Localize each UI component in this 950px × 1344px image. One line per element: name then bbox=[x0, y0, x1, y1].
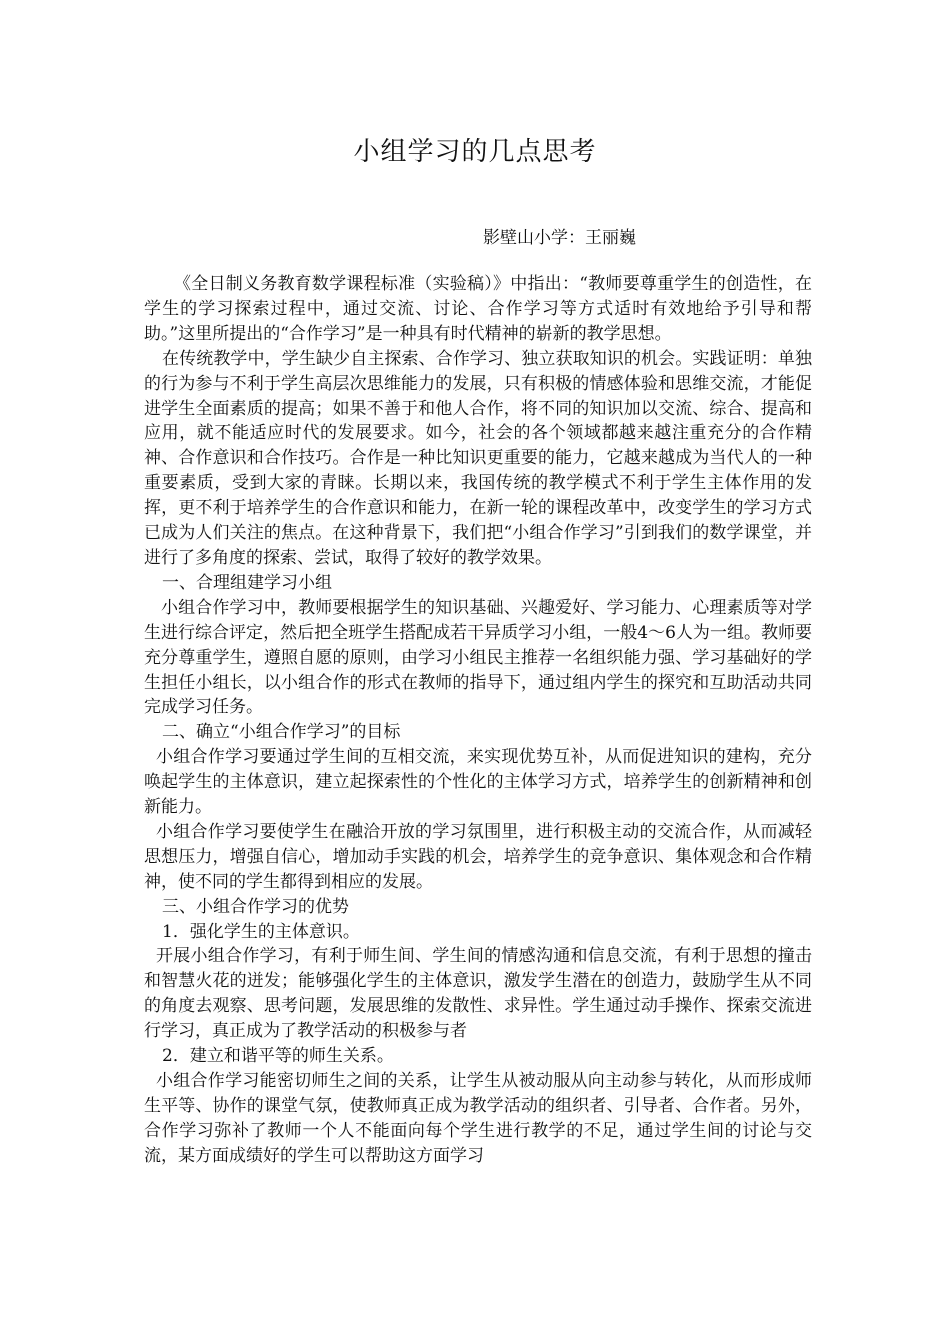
paragraph-goal-2: 小组合作学习要使学生在融洽开放的学习氛围里，进行积极主动的交流合作，从而减轻思想压力，增强自信心，增加动手实践的机会，培养学生的竞争意识、集体观念和合作精神，使不同的学生都得到相应的发展。 bbox=[144, 821, 812, 892]
paragraph-background: 在传统教学中，学生缺少自主探索、合作学习、独立获取知识的机会。实践证明：单独的行为参与不利于学生高层次思维能力的发展，只有积极的情感体验和思维交流，才能促进学生全面素质的提高；如果不善于和他人合作，将不同的知识加以交流、综合、提高和应用，就不能适应时代的发展要求。如今，社会的各个领域都越来越注重充分的合作精神、合作意识和合作技巧。合作是一种比知识更重要的能力，它越来越成为当代人的一种重要素质，受到大家的青睐。长期以来，我国传统的教学模式不利于学生主体作用的发挥，更不利于培养学生的合作意识和能力，在新一轮的课程改革中，改变学生的学习方式已成为人们关注的焦点。在这种背景下，我们把“小组合作学习”引到我们的数学课堂，并进行了多角度的探索、尝试，取得了较好的教学效果。 bbox=[144, 348, 812, 568]
section-heading-2: 二、确立“小组合作学习”的目标 bbox=[162, 722, 401, 743]
author-line: 影壁山小学：王丽巍 bbox=[483, 228, 636, 248]
paragraph-goal-1: 小组合作学习要通过学生间的互相交流，来实现优势互补，从而促进知识的建构，充分唤起学生的主体意识，建立起探索性的个性化的主体学习方式，培养学生的创新精神和创新能力。 bbox=[144, 747, 812, 818]
paragraph-advantage-1: 开展小组合作学习，有利于师生间、学生间的情感沟通和信息交流，有利于思想的撞击和智慧火花的迸发；能够强化学生的主体意识，激发学生潜在的创造力，鼓励学生从不同的角度去观察、思考问题，发展思维的发散性、求异性。学生通过动手操作、探索交流进行学习，真正成为了教学活动的积极参与者 bbox=[144, 946, 812, 1042]
paragraph-advantage-2: 小组合作学习能密切师生之间的关系，让学生从被动服从向主动参与转化，从而形成师生平等、协作的课堂气氛，使教师真正成为教学活动的组织者、引导者、合作者。另外，合作学习弥补了教师一个人不能面向每个学生进行教学的不足，通过学生间的讨论与交流，某方面成绩好的学生可以帮助这方面学习 bbox=[144, 1071, 812, 1166]
paragraph-grouping: 小组合作学习中，教师要根据学生的知识基础、兴趣爱好、学习能力、心理素质等对学生进行综合评定，然后把全班学生搭配成若干异质学习小组，一般4～6人为一组。教师要充分尊重学生，遵照自愿的原则，由学习小组民主推荐一名组织能力强、学习基础好的学生担任小组长，以小组合作的形式在教师的指导下，通过组内学生的探究和互助活动共同完成学习任务。 bbox=[144, 597, 812, 718]
subheading-1: 1．强化学生的主体意识。 bbox=[162, 921, 360, 942]
section-heading-3: 三、小组合作学习的优势 bbox=[162, 896, 349, 917]
document-title: 小组学习的几点思考 bbox=[353, 137, 597, 167]
document-body bbox=[144, 272, 812, 1169]
subheading-2: 2．建立和谐平等的师生关系。 bbox=[162, 1046, 394, 1067]
section-heading-1: 一、合理组建学习小组 bbox=[162, 572, 332, 593]
paragraph-intro: 《全日制义务教育数学课程标准（实验稿）》中指出：“教师要尊重学生的创造性，在学生的学习探索过程中，通过交流、讨论、合作学习等方式适时有效地给予引导和帮助。”这里所提出的“合作学习”是一种具有时代精神的崭新的教学思想。 bbox=[144, 274, 812, 344]
